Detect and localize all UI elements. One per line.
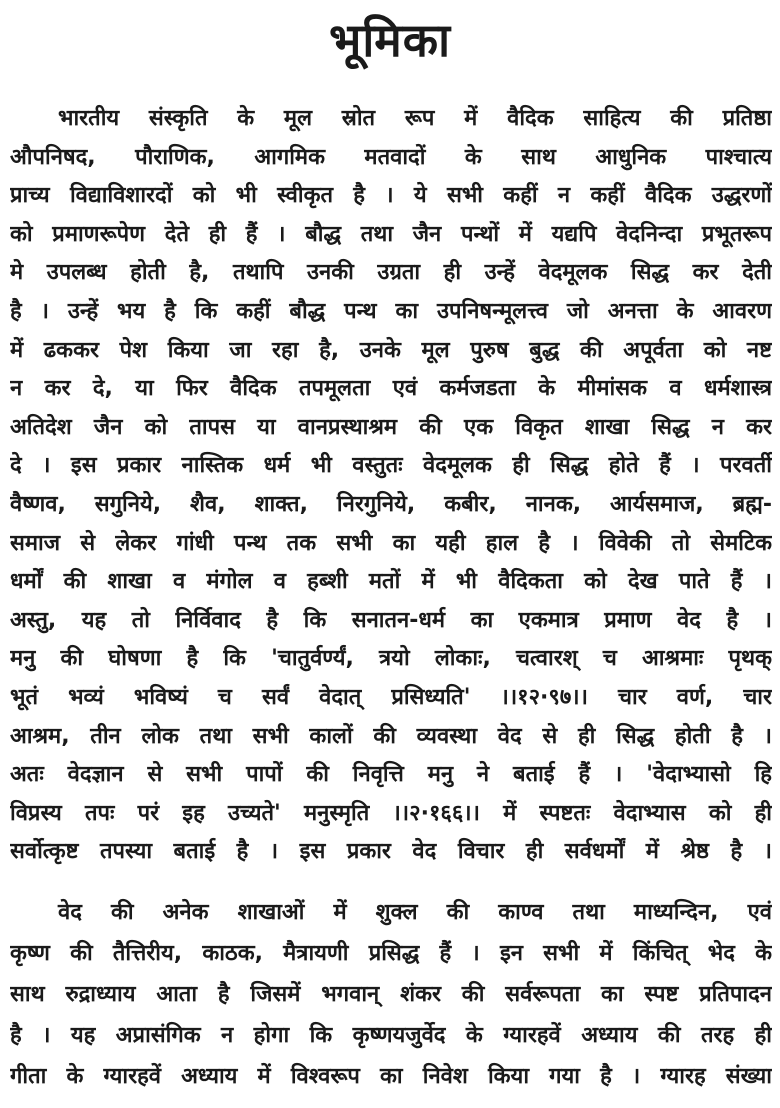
text-line: औपनिषद, पौराणिक, आगमिक मतवादों के साथ आधुनिक पाश्चात्य: [10, 144, 772, 170]
text-line: को प्रमाणरूपेण देते ही हैं । बौद्ध तथा जैन पन्थों में यद्यपि वेदनिन्दा प्रभूतरूप: [10, 221, 772, 247]
page-title: भूमिका: [328, 13, 451, 67]
text-line: है । यह अप्रासंगिक न होगा कि कृष्णयजुर्वेद के ग्यारहवें अध्याय की तरह ही: [10, 1023, 772, 1048]
text-line: अतिदेश जैन को तापस या वानप्रस्थाश्रम की एक विकृत शाखा सिद्ध न कर: [10, 414, 772, 440]
text-line: अस्तु, यह तो निर्विवाद है कि सनातन-धर्म का एकमात्र प्रमाण वेद है ।: [10, 607, 772, 633]
text-line: है । उन्हें भय है कि कहीं बौद्ध पन्थ का उपनिषन्मूलत्त्व जो अनत्ता के आवरण: [10, 298, 772, 324]
text-line: समाज से लेकर गांधी पन्थ तक सभी का यही हाल है । विवेकी तो सेमटिक: [10, 530, 772, 556]
text-line: में ढककर पेश किया जा रहा है, उनके मूल पुरुष बुद्ध की अपूर्वता को नष्ट: [10, 337, 772, 363]
text-line: भारतीय संस्कृति के मूल स्रोत रूप में वैदिक साहित्य की प्रतिष्ठा: [58, 106, 772, 131]
text-line: कृष्ण की तैत्तिरीय, काठक, मैत्रायणी प्रसिद्ध हैं । इन सभी में किंचित् भेद के: [10, 941, 772, 966]
text-line: सर्वोत्कृष्ट तपस्या बताई है । इस प्रकार वेद विचार ही सर्वधर्मों में श्रेष्ठ है ।: [10, 839, 772, 865]
text-line: न कर दे, या फिर वैदिक तपमूलता एवं कर्मजडता के मीमांसक व धर्मशास्त्र: [10, 376, 772, 402]
text-line: आश्रम, तीन लोक तथा सभी कालों की व्यवस्था वेद से ही सिद्ध होती है ।: [10, 723, 772, 749]
paragraph-1: [10, 100, 772, 872]
text-line: मे उपलब्ध होती है, तथापि उनकी उग्रता ही उन्हें वेदमूलक सिद्ध कर देती: [10, 260, 772, 286]
text-line: दे । इस प्रकार नास्तिक धर्म भी वस्तुतः वेदमूलक ही सिद्ध होते हैं । परवर्ती: [10, 453, 772, 479]
text-line: भूतं भव्यं भविष्यं च सर्वं वेदात् प्रसिध्यति' ।।१२·९७।। चार वर्ण, चार: [10, 684, 772, 710]
text-line: गीता के ग्यारहवें अध्याय में विश्वरूप का निवेश किया गया है । ग्यारह संख्या: [10, 1064, 772, 1089]
text-line: मनु की घोषणा है कि 'चातुर्वर्ण्यं, त्रयो लोकाः, चत्वारश् च आश्रमाः पृथक्: [10, 646, 772, 672]
text-line: प्राच्य विद्याविशारदों को भी स्वीकृत है । ये सभी कहीं न कहीं वैदिक उद्धरणों: [10, 183, 772, 209]
text-line: धर्मों की शाखा व मंगोल व हब्शी मतों में भी वैदिकता को देख पाते हैं ।: [10, 569, 772, 595]
paragraph-2: [10, 892, 772, 1097]
text-line: वैष्णव, सगुनिये, शैव, शाक्त, निरगुनिये, कबीर, नानक, आर्यसमाज, ब्रह्म-: [10, 491, 772, 517]
text-line: वेद की अनेक शाखाओं में शुक्ल की काण्व तथा माध्यन्दिन, एवं: [58, 900, 772, 925]
text-line: विप्रस्य तपः परं इह उच्यते' मनुस्मृति ।।२·१६६।। में स्पष्टतः वेदाभ्यास को ही: [10, 800, 772, 826]
text-line: साथ रुद्राध्याय आता है जिसमें भगवान् शंकर की सर्वरूपता का स्पष्ट प्रतिपादन: [10, 982, 772, 1007]
text-line: अतः वेदज्ञान से सभी पापों की निवृत्ति मनु ने बताई हैं । 'वेदाभ्यासो हि: [10, 762, 772, 788]
